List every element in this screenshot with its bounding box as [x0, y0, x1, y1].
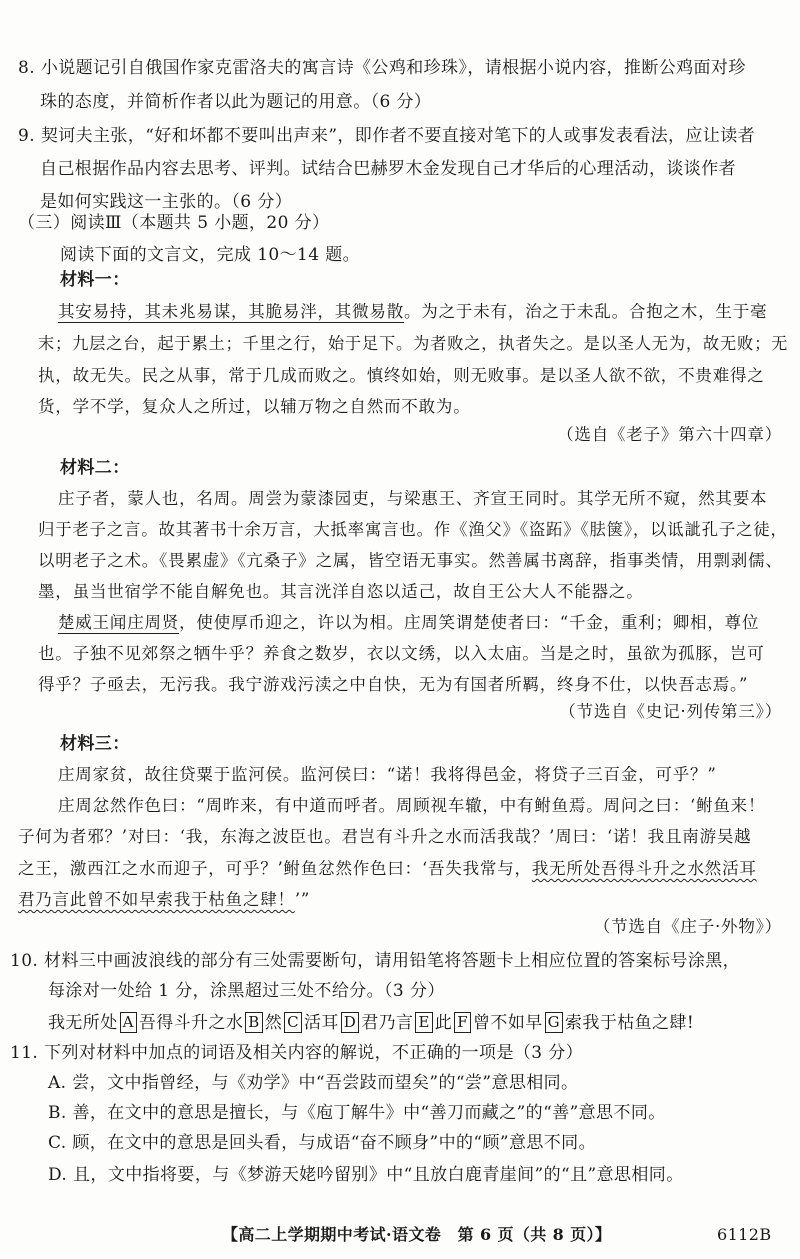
- q9-line3: 是如何实践这一主张的。（6 分）: [40, 192, 293, 212]
- option-box-f: F: [454, 1012, 471, 1033]
- material3-wavy-part2: 君乃言此曾不如早索我于枯鱼之肆！: [18, 890, 295, 909]
- option-box-g: G: [545, 1012, 563, 1033]
- q8-line2: 珠的态度，并简析作者以此为题记的用意。（6 分）: [40, 92, 432, 112]
- q10-answer-options: 我无所处 A 吾得斗升之水 B 然 C 活耳 D 君乃言 E 此 F 曾不如早 G 索我于枯鱼之肆!: [48, 1013, 695, 1033]
- material1-label: 材料一：: [60, 270, 130, 290]
- page-footer-title: 【高二上学期期中考试·语文卷 第 6 页（共 8 页）】: [222, 1225, 612, 1244]
- material2-p1-line1: 庄子者，蒙人也，名周。周尝为蒙漆园吏，与梁惠王、齐宣王同时。其学无所不窥，然其要本: [58, 489, 768, 508]
- q9-line1: 9. 契诃夫主张，“好和坏都不要叫出声来”，即作者不要直接对笔下的人或事发表看法，应让读者: [18, 126, 756, 146]
- option-box-d: D: [341, 1012, 359, 1033]
- material1-line3: 执，故无失。民之从事，常于几成而败之。慎终如始，则无败事。是以圣人欲不欲，不贵难得之: [38, 366, 765, 385]
- q11-stem: 11. 下列对材料中加点的词语及相关内容的解说，不正确的一项是（3 分）: [10, 1043, 584, 1063]
- material1-line1: 其安易持，其未兆易谋，其脆易泮，其微易散。为之于未有，治之于未乱。合抱之木，生于毫: [58, 302, 768, 321]
- material2-underlined: 楚威王闻庄周贤: [58, 613, 180, 632]
- q11-option-c: C. 顾，在文中的意思是回头看，与成语“奋不顾身”中的“顾”意思不同。: [48, 1133, 596, 1153]
- q8-line1: 8. 小说题记引自俄国作家克雷洛夫的寓言诗《公鸡和珍珠》，请根据小说内容，推断公鸡面对珍: [18, 58, 746, 78]
- material1-line4: 货，学不学，复众人之所过，以辅万物之自然而不敢为。: [38, 397, 471, 416]
- q9-line2: 自己根据作品内容去思考、评判。试结合巴赫罗木金发现自己才华后的心理活动，谈谈作者: [40, 159, 736, 179]
- option-box-b: B: [245, 1012, 262, 1033]
- option-box-e: E: [415, 1012, 432, 1033]
- material2-p1-line3: 以明老子之术。《畏累虚》《亢桑子》之属，皆空语无事实。然善属书离辞，指事类情，用剽剥儒、: [38, 551, 783, 570]
- material2-p2-line1: 楚威王闻庄周贤，使使厚币迎之，许以为相。庄周笑谓楚使者曰：“千金，重利；卿相，尊位: [58, 613, 760, 632]
- q11-option-b: B. 善，在文中的意思是擅长，与《庖丁解牛》中“善刀而藏之”的“善”意思不同。: [48, 1103, 666, 1123]
- q11-option-d: D. 且，文中指将要，与《梦游天姥吟留别》中“且放白鹿青崖间”的“且”意思相同。: [48, 1165, 684, 1185]
- material3-wavy-part1: 我无所处吾得斗升之水然活耳: [531, 859, 757, 878]
- q10-line2: 每涂对一处给 1 分，涂黑超过三处不给分。（3 分）: [48, 981, 445, 1001]
- material1-underlined: 其安易持，其未兆易谋，其脆易泮，其微易散: [58, 302, 404, 321]
- material2-p2-line3: 得乎？子亟去，无污我。我宁游戏污渎之中自快，无为有国者所羁，终身不仕，以快吾志焉。”: [38, 675, 749, 694]
- page-footer-code: 6112B: [717, 1225, 772, 1244]
- section3-heading: （三）阅读Ⅲ（本题共 5 小题，20 分）: [18, 213, 330, 233]
- material2-label: 材料二：: [60, 458, 130, 478]
- material3-p2-line1: 庄周忿然作色曰：“周昨来，有中道而呼者。周顾视车辙，中有鲋鱼焉。周问之曰：‘鲋鱼来！: [58, 796, 766, 815]
- material3-p2-line3: 之王，激西江之水而迎子，可乎？’鲋鱼忿然作色曰：‘吾失我常与，我无所处吾得斗升之水然活耳: [18, 859, 757, 878]
- material3-p2-line4: 君乃言此曾不如早索我于枯鱼之肆！’”: [18, 890, 311, 909]
- material1-line2: 末；九层之台，起于累土；千里之行，始于足下。为者败之，执者失之。是以圣人无为，故无败；无: [38, 334, 789, 353]
- material2-p2-line2: 也。子独不见郊祭之牺牛乎？养食之数岁，衣以文绣，以入太庙。当是之时，虽欲为孤豚，岂可: [38, 644, 765, 663]
- q10-line1: 10. 材料三中画波浪线的部分有三处需要断句，请用铅笔将答题卡上相应位置的答案标号涂黑，: [10, 951, 741, 971]
- material2-p1-line2: 归于老子之言。故其著书十余万言，大抵率寓言也。作《渔父》《盗跖》《胠箧》，以诋訿孔子之徒，: [38, 520, 788, 539]
- option-box-c: C: [284, 1012, 302, 1033]
- section3-instruction: 阅读下面的文言文，完成 10～14 题。: [60, 245, 361, 265]
- material3-source: （节选自《庄子·外物》）: [593, 917, 782, 936]
- material3-p1: 庄周家贫，故往贷粟于监河侯。监河侯曰：“诺！我将得邑金，将贷子三百金，可乎？”: [58, 765, 717, 784]
- material2-p1-line4: 墨，虽当世宿学不能自解免也。其言洸洋自恣以适己，故自王公大人不能器之。: [38, 582, 644, 601]
- q11-option-a: A. 尝，文中指曾经，与《劝学》中“吾尝跂而望矣”的“尝”意思相同。: [48, 1073, 579, 1093]
- material1-source: （选自《老子》第六十四章）: [557, 425, 782, 444]
- option-box-a: A: [120, 1012, 137, 1033]
- material3-p2-line2: 子何为者邪？’对曰：‘我，东海之波臣也。君岂有斗升之水而活我哉？’周曰：‘诺！我且南游吴越: [18, 827, 752, 846]
- material2-source: （节选自《史记·列传第三》）: [559, 702, 782, 721]
- material3-label: 材料三：: [60, 734, 130, 754]
